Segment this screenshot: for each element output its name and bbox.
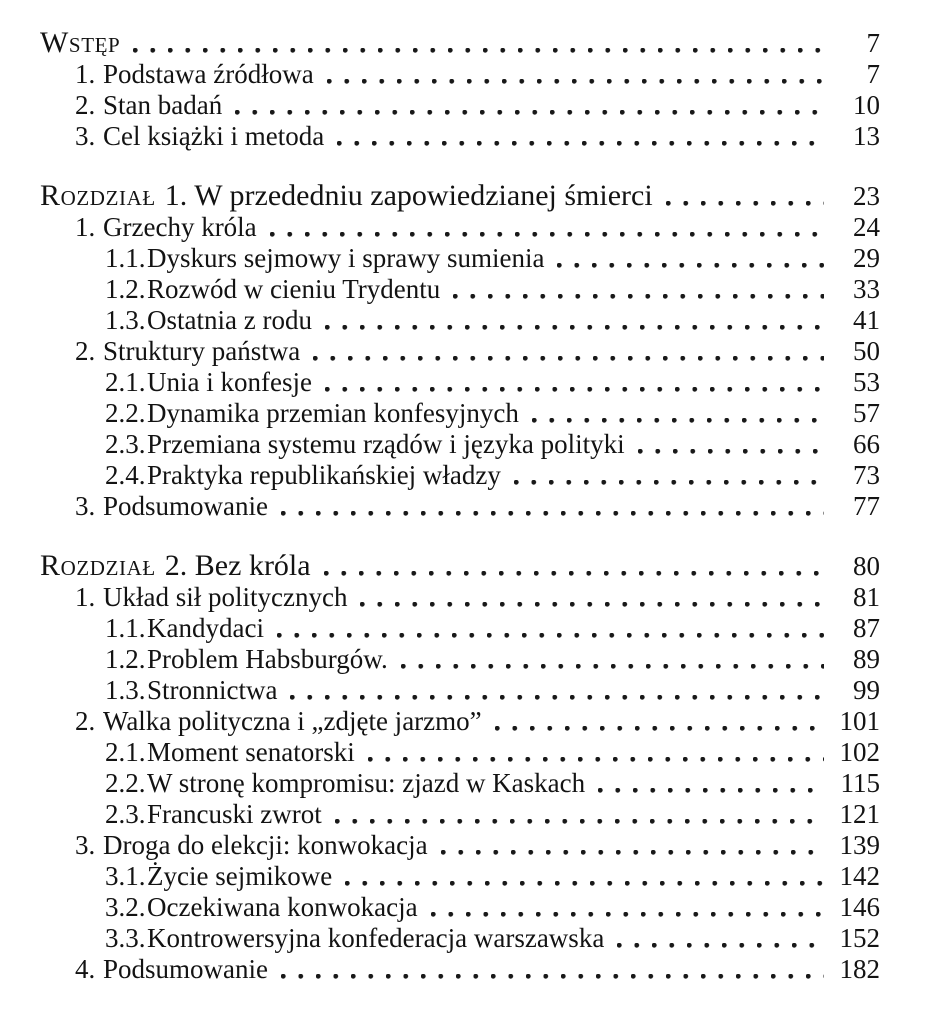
toc-entry bbox=[40, 121, 880, 152]
entry-number: 3.2. bbox=[105, 892, 146, 922]
dot-leader bbox=[281, 954, 824, 985]
entry-title: Grzechy króla bbox=[103, 212, 257, 242]
entry-title: Podstawa źródłowa bbox=[103, 59, 314, 89]
dot-leader bbox=[360, 582, 824, 613]
toc-entry bbox=[40, 305, 880, 336]
entry-number: 4. bbox=[75, 954, 96, 984]
entry-number: 2.3. bbox=[105, 799, 146, 829]
entry-title: Francuski zwrot bbox=[147, 799, 322, 829]
dot-leader bbox=[324, 550, 824, 582]
dot-leader bbox=[368, 737, 824, 768]
toc-entry bbox=[40, 675, 880, 706]
entry-number: 2.1. bbox=[105, 367, 146, 397]
entry-title: Kontrowersyjna konfederacja warszawska bbox=[147, 923, 605, 953]
entry-title: W stronę kompromisu: zjazd w Kaskach bbox=[147, 768, 586, 798]
entry-title: Moment senatorski bbox=[147, 737, 355, 767]
dot-leader bbox=[337, 121, 824, 152]
entry-number: 3. bbox=[75, 121, 96, 151]
entry-number: 1.1. bbox=[105, 243, 146, 273]
entry-number: 2.2. bbox=[105, 768, 146, 798]
toc-entry bbox=[40, 59, 880, 90]
toc-entry bbox=[40, 954, 880, 985]
heading-smallcaps-label: Wstęp bbox=[40, 26, 121, 59]
entry-title: Stan badań bbox=[103, 90, 223, 120]
entry-number: 3. bbox=[75, 830, 96, 860]
dot-leader bbox=[277, 613, 824, 644]
toc-entry bbox=[40, 706, 880, 737]
page-number: 10 bbox=[853, 90, 880, 120]
dot-leader bbox=[557, 243, 824, 274]
toc-entry bbox=[40, 491, 880, 522]
entry-number: 1.3. bbox=[105, 305, 146, 335]
dot-leader bbox=[638, 429, 824, 460]
toc-entry bbox=[40, 90, 880, 121]
page-number: 87 bbox=[853, 613, 880, 643]
page-number: 7 bbox=[866, 59, 880, 89]
page-number: 101 bbox=[839, 706, 880, 736]
toc-heading-rozdzial-1 bbox=[40, 180, 880, 212]
dot-leader bbox=[325, 305, 824, 336]
toc-entry bbox=[40, 768, 880, 799]
toc-entry bbox=[40, 582, 880, 613]
dot-leader bbox=[281, 491, 824, 522]
toc-entry bbox=[40, 861, 880, 892]
page-number: 29 bbox=[853, 243, 880, 273]
entry-number: 1. bbox=[75, 582, 96, 612]
toc-entry bbox=[40, 429, 880, 460]
dot-leader bbox=[453, 274, 824, 305]
dot-leader bbox=[327, 59, 824, 90]
toc-heading-rozdzial-2 bbox=[40, 550, 880, 582]
page-number: 7 bbox=[866, 28, 880, 58]
page-number: 23 bbox=[853, 181, 880, 211]
page-number: 53 bbox=[853, 367, 880, 397]
entry-title: Unia i konfesje bbox=[147, 367, 312, 397]
dot-leader bbox=[401, 644, 824, 675]
entry-title: Ostatnia z rodu bbox=[147, 305, 312, 335]
toc-entry bbox=[40, 613, 880, 644]
page-number: 81 bbox=[853, 582, 880, 612]
entry-number: 2.2. bbox=[105, 398, 146, 428]
dot-leader bbox=[598, 768, 824, 799]
dot-leader bbox=[133, 27, 824, 59]
toc-entry bbox=[40, 460, 880, 491]
page-number: 99 bbox=[853, 675, 880, 705]
page-number: 13 bbox=[853, 121, 880, 151]
dot-leader bbox=[441, 830, 824, 861]
page-number: 33 bbox=[853, 274, 880, 304]
entry-number: 3.1. bbox=[105, 861, 146, 891]
toc-entry bbox=[40, 243, 880, 274]
heading-title: 1. W przededniu zapowiedzianej śmierci bbox=[164, 179, 653, 212]
entry-number: 2. bbox=[75, 336, 96, 366]
dot-leader bbox=[325, 367, 824, 398]
entry-title: Praktyka republikańskiej władzy bbox=[147, 460, 501, 490]
entry-title: Dynamika przemian konfesyjnych bbox=[147, 398, 519, 428]
page-number: 24 bbox=[853, 212, 880, 242]
heading-title: 2. Bez króla bbox=[164, 549, 311, 582]
dot-leader bbox=[495, 706, 824, 737]
page-number: 41 bbox=[853, 305, 880, 335]
toc-entry bbox=[40, 923, 880, 954]
entry-title: Droga do elekcji: konwokacja bbox=[103, 830, 428, 860]
page-number: 121 bbox=[839, 799, 880, 829]
toc-entry bbox=[40, 212, 880, 243]
entry-title: Podsumowanie bbox=[103, 491, 268, 521]
entry-title: Problem Habsburgów. bbox=[147, 644, 388, 674]
page-number: 77 bbox=[853, 491, 880, 521]
page-number: 89 bbox=[853, 644, 880, 674]
dot-leader bbox=[431, 892, 824, 923]
dot-leader bbox=[235, 90, 824, 121]
entry-number: 2.3. bbox=[105, 429, 146, 459]
dot-leader bbox=[666, 180, 824, 212]
page-number: 73 bbox=[853, 460, 880, 490]
toc-entry bbox=[40, 336, 880, 367]
entry-title: Oczekiwana konwokacja bbox=[147, 892, 418, 922]
entry-title: Podsumowanie bbox=[103, 954, 268, 984]
toc-heading-wstep bbox=[40, 27, 880, 59]
page-number: 152 bbox=[839, 923, 880, 953]
toc-entry bbox=[40, 830, 880, 861]
toc-entry bbox=[40, 398, 880, 429]
entry-title: Przemiana systemu rządów i języka polityki bbox=[147, 429, 625, 459]
dot-leader bbox=[313, 336, 824, 367]
page-number: 102 bbox=[839, 737, 880, 767]
entry-number: 2.1. bbox=[105, 737, 146, 767]
toc-entry bbox=[40, 367, 880, 398]
page-number: 115 bbox=[840, 768, 880, 798]
entry-title: Układ sił politycznych bbox=[103, 582, 348, 612]
entry-title: Życie sejmikowe bbox=[147, 861, 333, 891]
dot-leader bbox=[345, 861, 824, 892]
heading-smallcaps-label: Rozdział bbox=[40, 179, 156, 212]
entry-number: 3. bbox=[75, 491, 96, 521]
entry-title: Struktury państwa bbox=[103, 336, 301, 366]
page-number: 182 bbox=[839, 954, 880, 984]
dot-leader bbox=[335, 799, 824, 830]
entry-number: 1.1. bbox=[105, 613, 146, 643]
entry-number: 1. bbox=[75, 212, 96, 242]
entry-number: 1.2. bbox=[105, 644, 146, 674]
page-number: 146 bbox=[839, 892, 880, 922]
entry-number: 2. bbox=[75, 706, 96, 736]
entry-number: 1. bbox=[75, 59, 96, 89]
dot-leader bbox=[514, 460, 824, 491]
toc-entry bbox=[40, 892, 880, 923]
page-number: 142 bbox=[839, 861, 880, 891]
toc-entry bbox=[40, 799, 880, 830]
entry-number: 3.3. bbox=[105, 923, 146, 953]
page-number: 80 bbox=[853, 551, 880, 581]
entry-number: 1.2. bbox=[105, 274, 146, 304]
page-number: 50 bbox=[853, 336, 880, 366]
entry-title: Rozwód w cieniu Trydentu bbox=[147, 274, 441, 304]
entry-title: Cel książki i metoda bbox=[103, 121, 325, 151]
dot-leader bbox=[290, 675, 824, 706]
page-number: 139 bbox=[839, 830, 880, 860]
toc-entry bbox=[40, 274, 880, 305]
entry-title: Walka polityczna i „zdjęte jarzmo” bbox=[103, 706, 482, 736]
page-number: 66 bbox=[853, 429, 880, 459]
heading-smallcaps-label: Rozdział bbox=[40, 549, 156, 582]
toc-entry bbox=[40, 644, 880, 675]
entry-number: 1.3. bbox=[105, 675, 146, 705]
entry-title: Stronnictwa bbox=[147, 675, 278, 705]
page-number: 57 bbox=[853, 398, 880, 428]
entry-title: Kandydaci bbox=[147, 613, 264, 643]
entry-number: 2.4. bbox=[105, 460, 146, 490]
toc-entry bbox=[40, 737, 880, 768]
dot-leader bbox=[617, 923, 824, 954]
entry-number: 2. bbox=[75, 90, 96, 120]
dot-leader bbox=[532, 398, 824, 429]
entry-title: Dyskurs sejmowy i sprawy sumienia bbox=[147, 243, 545, 273]
dot-leader bbox=[270, 212, 824, 243]
